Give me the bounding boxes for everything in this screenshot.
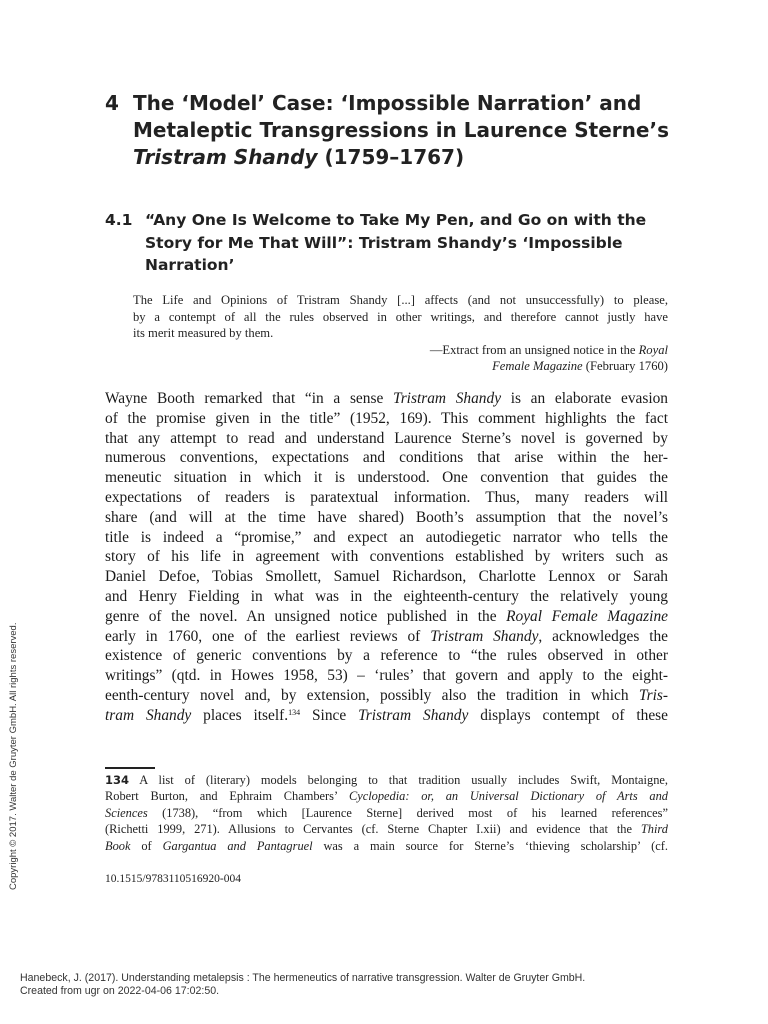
- body-line: Wayne Booth remarked that “in a sense Tristram Shandy is an elaborate evasion: [105, 390, 668, 407]
- body-line: existence of generic conventions by a reference to “the rules observed in other: [105, 647, 668, 665]
- body-line: of the promise given in the title” (1952, 169). This comment highlights the fact: [105, 409, 668, 427]
- chapter-heading-line-1: 4 The ‘Model’ Case: ‘Impossible Narration’ and: [105, 91, 642, 115]
- footnote-line: 134 A list of (literary) models belonging to that tradition usually includes Swift, Montaigne,: [105, 773, 668, 787]
- section-heading-line-1: 4.1 “Any One Is Welcome to Take My Pen, and Go on with the: [105, 209, 685, 232]
- footnote-line: (Richetti 1999, 271). Allusions to Cervantes (cf. Sterne Chapter I.xii) and evidence that the Third: [105, 822, 668, 837]
- citation-footer: [20, 972, 585, 998]
- body-line: tram Shandy places itself.$^{134}$ Since Tristram Shandy displays contempt of these: [105, 706, 668, 724]
- section-heading-line-3: Narration’: [145, 256, 235, 274]
- body-line: Daniel Defoe, Tobias Smollett, Samuel Richardson, Charlotte Lennox or Sarah: [105, 568, 668, 586]
- doi: 10.1515/9783110516920-004: [105, 873, 241, 885]
- chapter-heading-line-3: Tristram Shandy (1759–1767): [133, 145, 465, 169]
- citation-line: Hanebeck, J. (2017). Understanding metalepsis : The hermeneutics of narrative transgression. Walter de Gruyter GmbH.: [20, 972, 586, 984]
- footnote-line: Sciences (1738), “from which [Laurence Sterne] derived most of his learned references”: [105, 805, 668, 820]
- body-line: early in 1760, one of the earliest reviews of Tristram Shandy, acknowledges the: [105, 627, 669, 645]
- body-paragraph: [105, 389, 668, 726]
- body-line: title is indeed a “promise,” and expect an autodiegetic narrator who tells the: [105, 528, 668, 546]
- epigraph-line: its merit measured by them.: [133, 326, 274, 340]
- body-line: share (and will at the time have shared) Booth’s assumption that the novel’s: [105, 508, 668, 526]
- copyright-notice: Copyright © 2017. Walter de Gruyter GmbH. All rights reserved.: [8, 622, 19, 890]
- body-line: meneutic situation in which it is understood. One convention that guides the: [105, 469, 668, 487]
- section-heading-line-2: Story for Me That Will”: Tristram Shandy’s ‘Impossible: [145, 233, 623, 252]
- epigraph-source: —Extract from an unsigned notice in the Royal: [429, 342, 668, 357]
- footnote: [105, 772, 668, 854]
- citation-timestamp: Created from ugr on 2022-04-06 17:02:50.: [20, 985, 220, 997]
- body-line: that any attempt to read and understand Laurence Sterne’s novel is governed by: [105, 429, 668, 447]
- footnote-line: Book of Gargantua and Pantagruel was a main source for Sterne’s ‘thieving scholarship’ (cf.: [105, 838, 668, 853]
- body-line: numerous conventions, expectations and conditions that arise within the her-: [105, 449, 668, 467]
- body-line: story of his life in agreement with conventions established by writers such as: [105, 548, 668, 566]
- epigraph-source: Female Magazine (February 1760): [492, 359, 668, 373]
- footnote-number: 134: [105, 773, 130, 787]
- footnote-divider: [105, 767, 155, 769]
- chapter-number: 4: [105, 91, 119, 115]
- epigraph: [133, 292, 668, 375]
- chapter-heading-line-2: Metaleptic Transgressions in Laurence Sterne’s: [133, 118, 669, 142]
- footnote-line: Robert Burton, and Ephraim Chambers’ Cyclopedia: or, an Universal Dictionary of Arts and: [105, 789, 668, 804]
- body-line: and Henry Fielding in what was in the eighteenth-century the relatively young: [105, 587, 668, 605]
- section-number: 4.1: [105, 211, 133, 229]
- chapter-heading: [105, 90, 685, 171]
- section-heading: [105, 209, 685, 277]
- body-line: writings” (qtd. in Howes 1958, 53) – ‘rules’ that govern and apply to the eight-: [105, 667, 668, 685]
- footnote-reference[interactable]: 134: [288, 707, 301, 717]
- body-line: expectations of readers is paratextual information. Thus, many readers will: [105, 488, 668, 506]
- epigraph-line: The Life and Opinions of Tristram Shandy [...] affects (and not unsuccessfully) to please,: [133, 293, 668, 307]
- body-line: eenth-century novel and, by extension, possibly also the tradition in which Tris-: [105, 686, 668, 704]
- epigraph-line: by a contempt of all the rules observed in other writings, and therefore cannot justly have: [133, 309, 668, 324]
- body-line: genre of the novel. An unsigned notice published in the Royal Female Magazine: [105, 607, 668, 625]
